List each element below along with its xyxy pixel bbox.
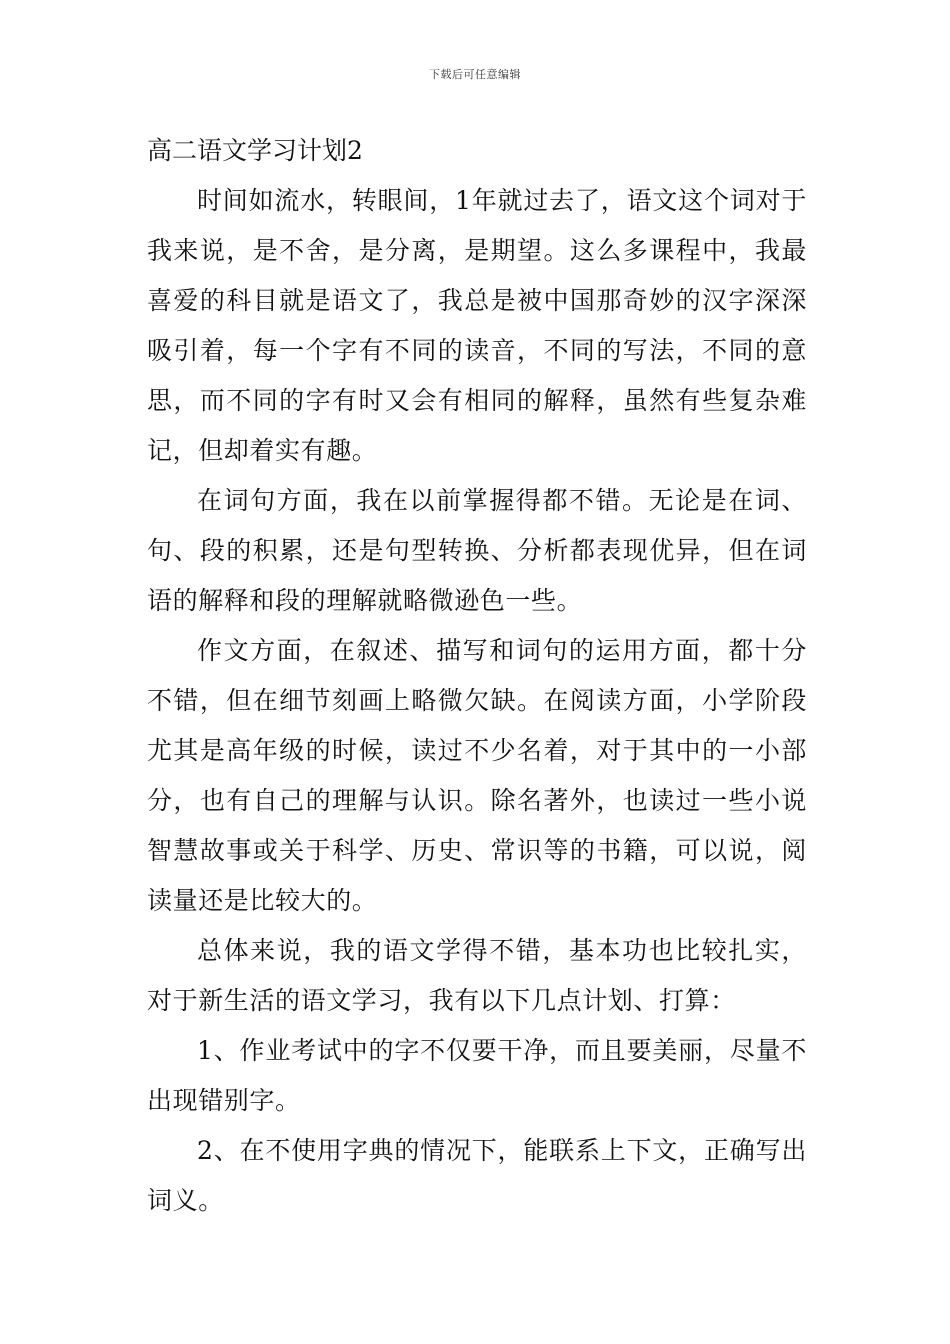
document-body [147, 126, 807, 1226]
paragraph-composition-reading: 作文方面，在叙述、描写和词句的运用方面，都十分不错，但在细节刻画上略微欠缺。在阅读方面，小学阶段尤其是高年级的时候，读过不少名着，对于其中的一小部分，也有自己的理解与认识。除名著外，也读过一些小说智慧故事或关于科学、历史、常识等的书籍，可以说，阅读量还是比较大的。 [147, 636, 807, 915]
plan-item-2: 2、在不使用字典的情况下，能联系上下文，正确写出词义。 [147, 1136, 807, 1215]
paragraph-intro: 时间如流水，转眼间，1年就过去了，语文这个词对于我来说，是不舍，是分离，是期望。这么多课程中，我最喜爱的科目就是语文了，我总是被中国那奇妙的汉字深深吸引着，每一个字有不同的读音，不同的写法，不同的意思，而不同的字有时又会有相同的解释，虽然有些复杂难记，但却着实有趣。 [147, 186, 807, 465]
plan-item-1: 1、作业考试中的字不仅要干净，而且要美丽，尽量不出现错别字。 [147, 1036, 807, 1115]
header-note: 下载后可任意编辑 [429, 68, 521, 81]
document-title: 高二语文学习计划2 [147, 136, 363, 165]
paragraph-words-sentences: 在词句方面，我在以前掌握得都不错。无论是在词、句、段的积累，还是句型转换、分析都表现优异，但在词语的解释和段的理解就略微逊色一些。 [147, 486, 807, 615]
paragraph-summary: 总体来说，我的语文学得不错，基本功也比较扎实，对于新生活的语文学习，我有以下几点计划、打算： [147, 936, 807, 1015]
